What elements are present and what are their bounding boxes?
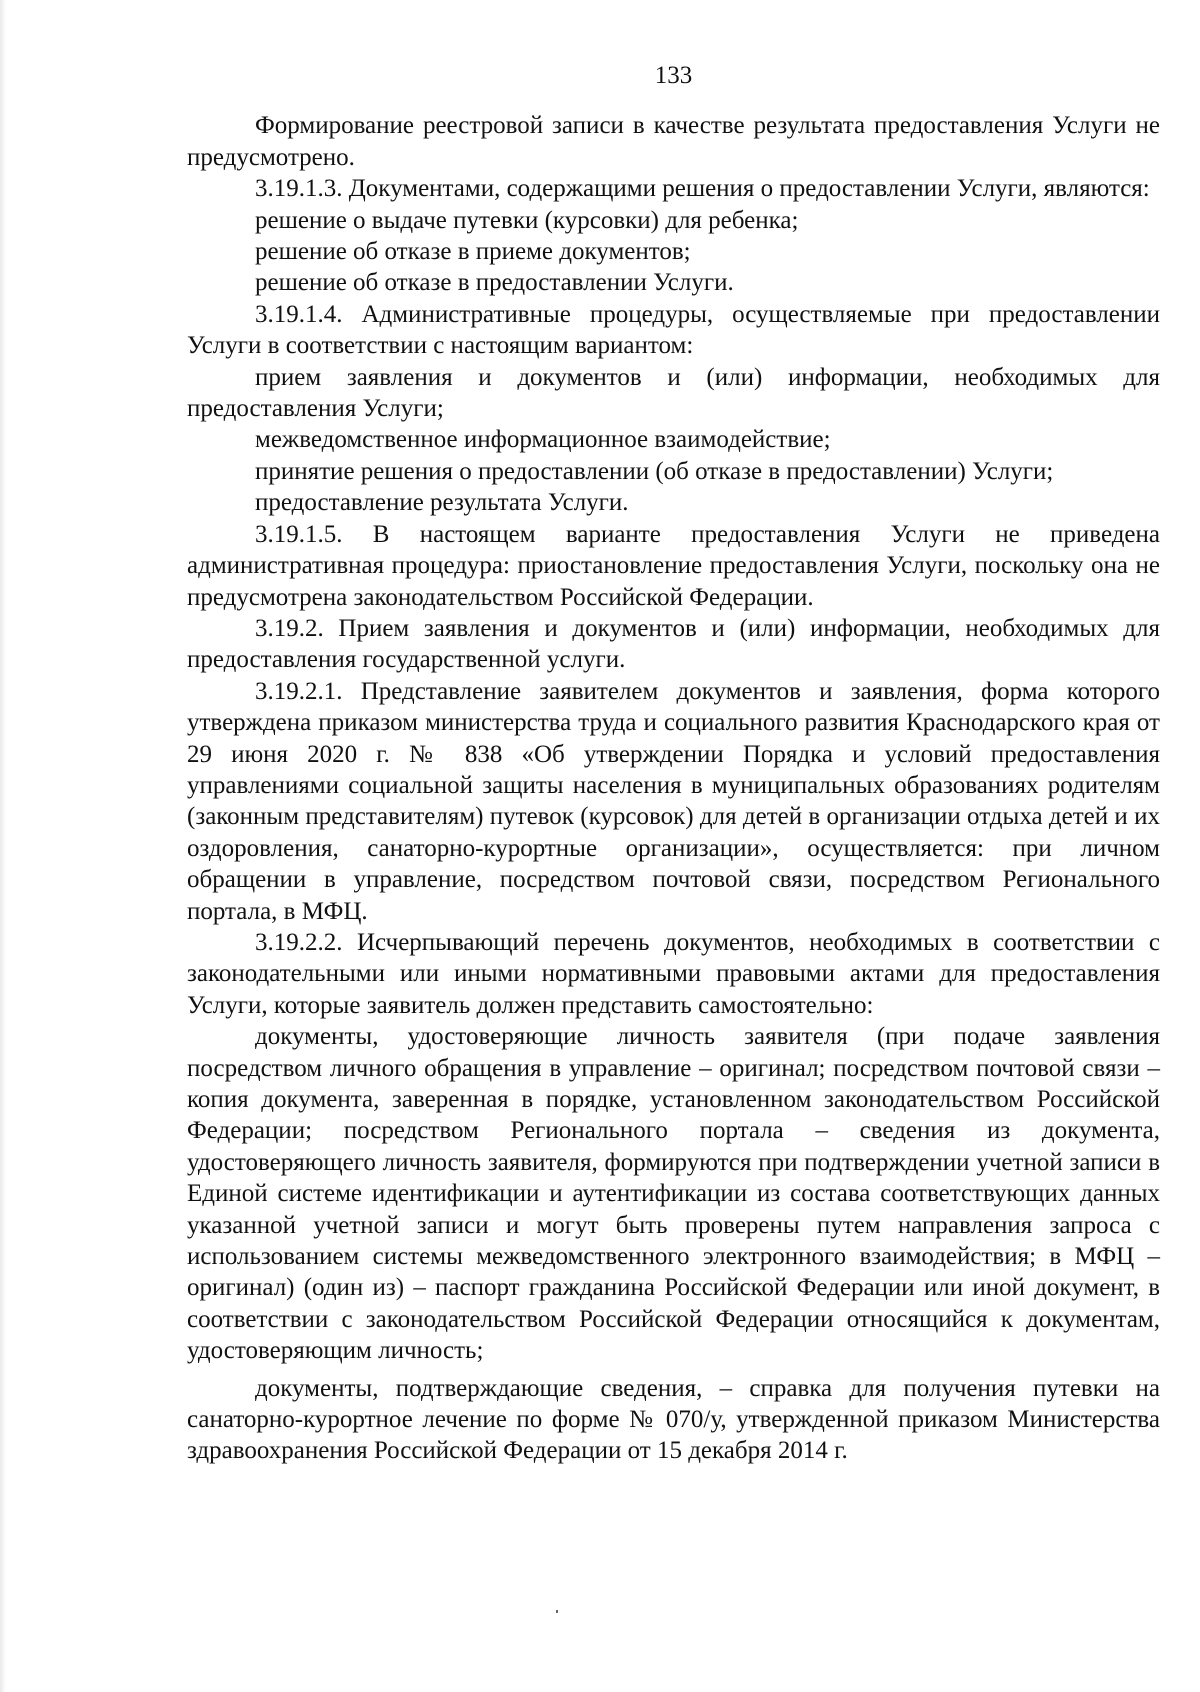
list-item-result: предоставление результата Услуги. (255, 489, 629, 517)
scan-edge-shadow (0, 0, 6, 1692)
page-number: 133 (654, 62, 693, 89)
scan-speck (556, 1610, 558, 1613)
list-item-decision-issue: решение о выдаче путевки (курсовки) для ребенка; (255, 206, 799, 234)
paragraph-3-19-1-5: 3.19.1.5. В настоящем варианте предоставления Услуги не приведена административная процедура: приостановление предоставления Услуги, поскольку она не предусмотрена законодательством Российской Федерации. (187, 520, 1160, 611)
paragraph-3-19-1-3: 3.19.1.3. Документами, содержащими решения о предоставлении Услуги, являются: (255, 175, 1150, 203)
paragraph-registry-record: Формирование реестровой записи в качестве результата предоставления Услуги не предусмотрено. (187, 112, 1160, 171)
list-item-decision-making: принятие решения о предоставлении (об отказе в предоставлении) Услуги; (255, 457, 1054, 485)
paragraph-3-19-2-2: 3.19.2.2. Исчерпывающий перечень документов, необходимых в соответствии с законодательными или иными нормативными правовыми актами для предоставления Услуги, которые заявитель должен представить самостоятельно: (187, 928, 1160, 1019)
list-item-reception: прием заявления и документов и (или) информации, необходимых для предоставления Услуги; (187, 363, 1160, 423)
paragraph-3-19-2: 3.19.2. Прием заявления и документов и (или) информации, необходимых для предоставления государственной услуги. (187, 614, 1160, 674)
document-page (187, 60, 1160, 1467)
list-item-interdepartmental: межведомственное информационное взаимодействие; (255, 426, 831, 454)
paragraph-3-19-2-1: 3.19.2.1. Представление заявителем документов и заявления, форма которого утверждена приказом министерства труда и социального развития Краснодарского края от 29 июня 2020 г. № 838 «Об утверждении Порядка и условий предоставления управлениями социальной защиты населения в муниципальных образованиях родителям (законным представителям) путевок (курсовок) для детей в организации отдыха детей и их оздоровления, санаторно-курортные организации», осуществляется: при личном обращении в управление, посредством почтовой связи, посредством Регионального портала, в МФЦ. (187, 677, 1160, 925)
paragraph-3-19-1-4: 3.19.1.4. Административные процедуры, осуществляемые при предоставлении Услуги в соответствии с настоящим вариантом: (187, 300, 1160, 360)
list-item-refusal-acceptance: решение об отказе в приеме документов; (255, 238, 691, 266)
paragraph-identity-documents: документы, удостоверяющие личность заявителя (при подаче заявления посредством личного обращения в управление – оригинал; посредством почтовой связи – копия документа, заверенная в порядке, установленном законодательством Российской Федерации; посредством Регионального портала – сведения из документа, удостоверяющего личность заявителя, формируются при подтверждении учетной записи в Единой системе идентификации и аутентификации из состава соответствующих данных указанной учетной записи и могут быть проверены путем направления запроса с использованием системы межведомственного электронного взаимодействия; в МФЦ – оригинал) (один из) – паспорт гражданина Российской Федерации или иной документ, в соответствии с законодательством Российской Федерации относящийся к документам, удостоверяющим личность; (187, 1023, 1160, 1365)
paragraph-supporting-documents: документы, подтверждающие сведения, – справка для получения путевки на санаторно-курортное лечение по форме № 070/у, утвержденной приказом Министерства здравоохранения Российской Федерации от 15 декабря 2014 г. (187, 1374, 1160, 1465)
list-item-refusal-service: решение об отказе в предоставлении Услуги. (255, 269, 734, 297)
